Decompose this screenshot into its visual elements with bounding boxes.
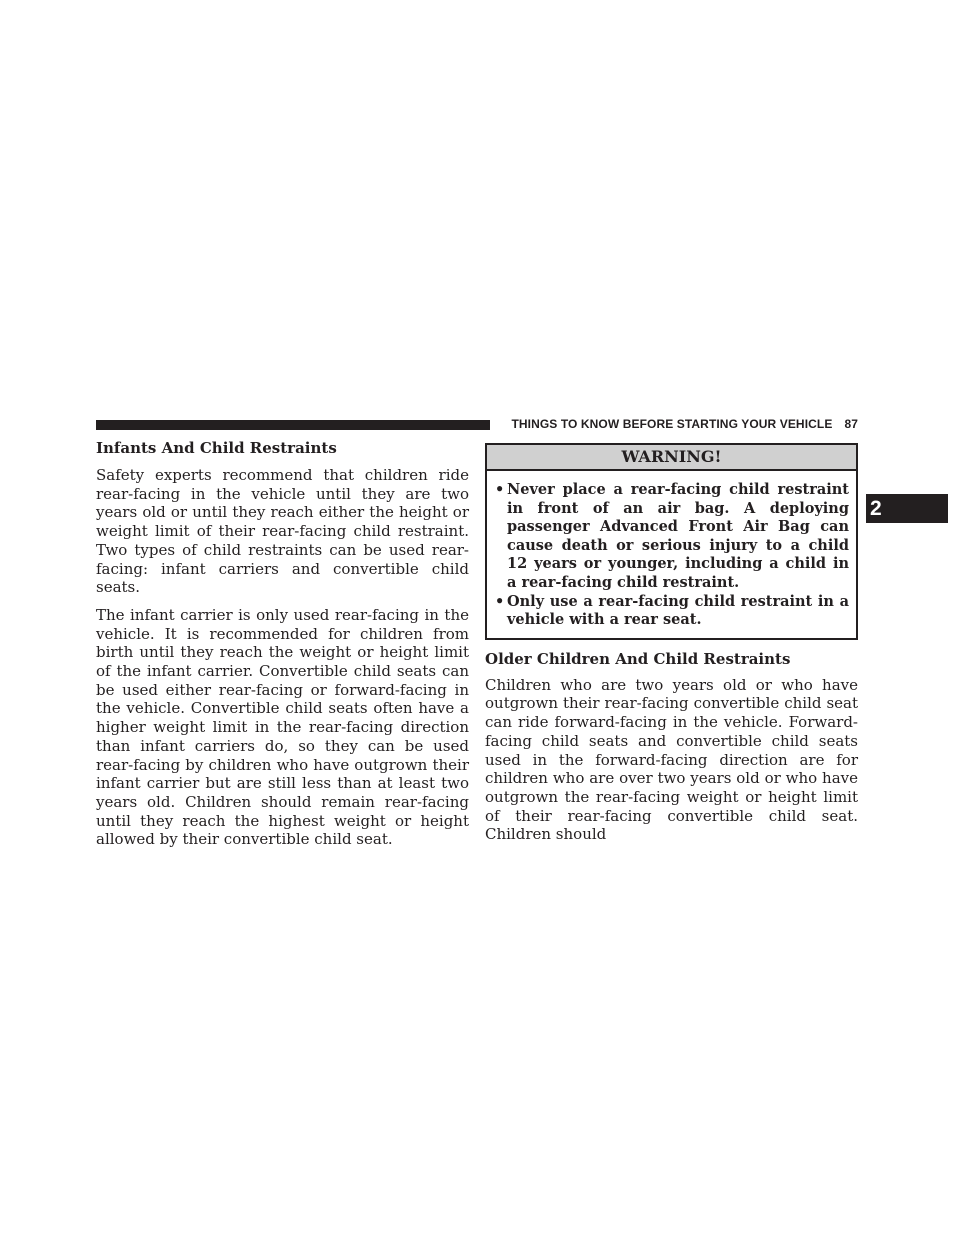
- warning-title: WARNING!: [487, 445, 856, 471]
- header-rule: [96, 420, 490, 430]
- chapter-tab: 2: [866, 494, 948, 523]
- left-column: [96, 438, 469, 849]
- paragraph: The infant carrier is only used rear-facing in the vehicle. It is recommended for children from birth until they reach the weight or height limit of the infant carrier. Convertible child seats can be used either rear-facing or forward-facing in the vehicle. Convertible child seats often have a higher weight limit in the rear-facing direction than infant carriers do, so they can be used rear-facing by children who have outgrown their infant carrier but are still less than at least two years old. Children should remain rear-facing until they reach the highest weight or height allowed by their convertible child seat.: [96, 605, 469, 849]
- paragraph: Safety experts recommend that children ride rear-facing in the vehicle until they are two years old or until they reach either the height or weight limit of their rear-facing child restraint. Two types of child restraints can be used rear-facing: infant carriers and convertible child seats.: [96, 466, 469, 597]
- bullet-icon: •: [495, 592, 505, 610]
- warning-list: [487, 471, 856, 638]
- running-header: [498, 417, 858, 431]
- warning-item: [495, 481, 849, 593]
- warning-box: [485, 443, 858, 640]
- section-heading-infants: Infants And Child Restraints: [96, 439, 337, 457]
- warning-item: [495, 593, 849, 630]
- page-number: 87: [844, 417, 858, 431]
- warning-item-text: Never place a rear-facing child restraint in front of an air bag. A deploying passenger Advanced Front Air Bag can cause death or serious injury to a child 12 years or younger, including a child in a rear-facing child restraint.: [507, 481, 849, 591]
- bullet-icon: •: [495, 481, 505, 498]
- paragraph: Children who are two years old or who have outgrown their rear-facing convertible child seat can ride forward-facing in the vehicle. Forward-facing child seats and convertible child seats used in the forward-facing direction are for children who are over two years old or who have outgrown the rear-facing weight or height limit of their rear-facing convertible child seat. Children should: [485, 675, 858, 844]
- section-title: THINGS TO KNOW BEFORE STARTING YOUR VEHICLE: [511, 417, 833, 431]
- section-heading-older-children: Older Children And Child Restraints: [485, 649, 791, 668]
- right-column: [485, 443, 858, 844]
- warning-item-text: Only use a rear-facing child restraint in a vehicle with a rear seat.: [507, 592, 849, 629]
